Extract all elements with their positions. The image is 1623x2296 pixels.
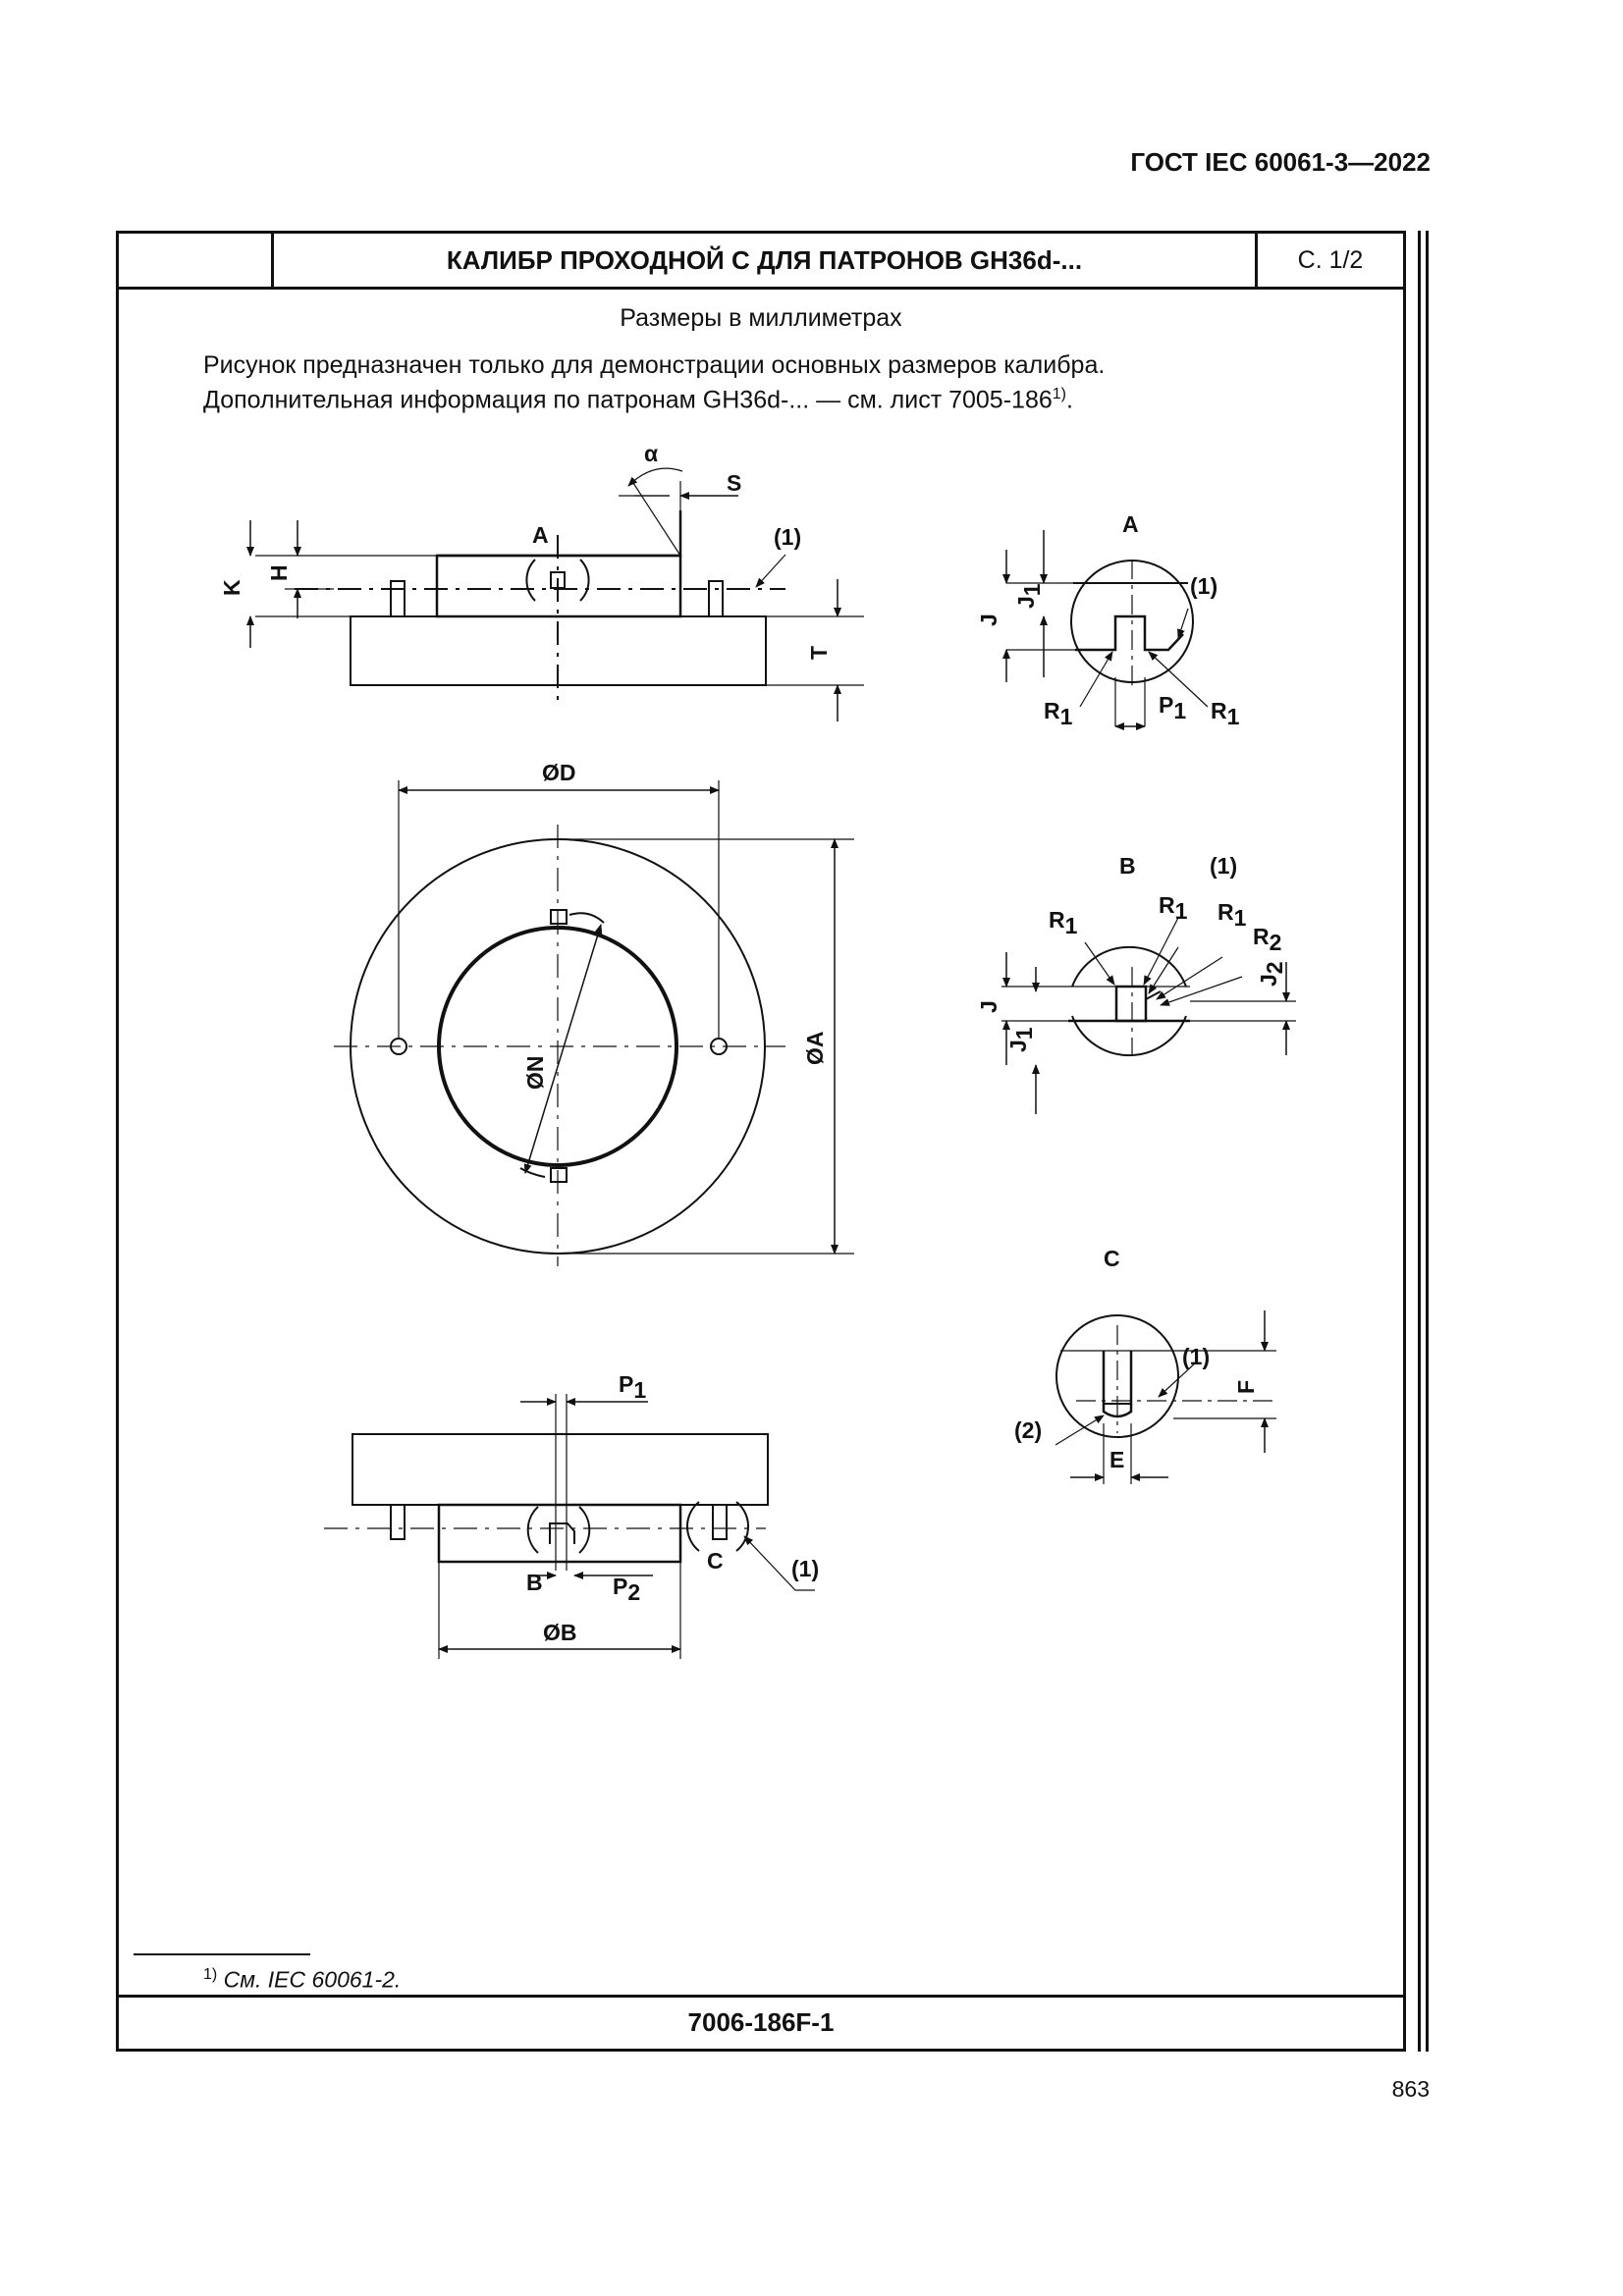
detail-b-callout: (1) bbox=[1210, 853, 1238, 879]
plan-lug-top bbox=[551, 910, 567, 924]
detail-c-callout1: (1) bbox=[1182, 1344, 1211, 1369]
detail-a-j1-sub: 1 bbox=[1019, 583, 1045, 597]
detail-b-j2-letter: J bbox=[1256, 974, 1281, 987]
detail-a-label-p1 bbox=[1159, 692, 1186, 723]
label-h: H bbox=[266, 564, 292, 581]
side-pin-right bbox=[709, 581, 723, 616]
detail-b-circle-left bbox=[528, 1507, 538, 1553]
label-callout-bottom: (1) bbox=[791, 1556, 820, 1581]
intro-line-2-text: Дополнительная информация по патронам GH36d-... — см. лист 7005-186 bbox=[203, 386, 1053, 414]
detail-b-label-j1 bbox=[1005, 1027, 1037, 1052]
callout-leader-1 bbox=[756, 555, 785, 587]
detail-b-r-a-leader bbox=[1085, 942, 1114, 985]
detail-a-label-r-right bbox=[1211, 698, 1240, 729]
bottom-base-plate bbox=[352, 1434, 768, 1505]
footnote-reference: 1) bbox=[1052, 386, 1066, 402]
detail-c-title: C bbox=[1104, 1246, 1120, 1271]
detail-c-label-e: E bbox=[1109, 1447, 1125, 1472]
units-note: Размеры в миллиметрах bbox=[620, 304, 902, 332]
label-alpha: α bbox=[644, 441, 659, 466]
sheet-number: С. 1/2 bbox=[1297, 246, 1364, 274]
detail-c-callout2-leader bbox=[1055, 1415, 1104, 1445]
detail-b-r-c-letter: R bbox=[1217, 899, 1234, 925]
detail-b-j1-sub: 1 bbox=[1011, 1027, 1037, 1041]
detail-b-j2-sub: 2 bbox=[1262, 961, 1287, 975]
plan-lug-arc-bot bbox=[520, 1168, 545, 1177]
detail-a-r-left-letter: R bbox=[1044, 698, 1060, 723]
plan-lug-arc-top bbox=[569, 913, 604, 923]
detail-c bbox=[1055, 1310, 1276, 1484]
detail-c-callout2: (2) bbox=[1014, 1417, 1043, 1443]
detail-a-circle-right bbox=[580, 560, 589, 601]
detail-b-label-j2 bbox=[1256, 961, 1287, 987]
detail-b-label-r2 bbox=[1253, 924, 1281, 955]
sheet-code: 7006-186F-1 bbox=[119, 1995, 1403, 2049]
label-diam-b: ØB bbox=[543, 1620, 577, 1645]
detail-a-profile bbox=[1075, 616, 1183, 650]
detail-b-r-a-letter: R bbox=[1049, 907, 1065, 933]
detail-c-label-f: F bbox=[1233, 1379, 1259, 1394]
dim-n-line bbox=[525, 925, 601, 1173]
detail-b-label-r-c bbox=[1217, 899, 1247, 931]
detail-b-label-r-b bbox=[1159, 892, 1188, 924]
detail-b-r-c-sub: 1 bbox=[1233, 905, 1247, 931]
label-diam-d: ØD bbox=[542, 760, 576, 785]
footnote-mark: 1) bbox=[203, 1966, 218, 1983]
standard-designation: ГОСТ IEC 60061-3—2022 bbox=[1130, 147, 1431, 177]
sheet-title: КАЛИБР ПРОХОДНОЙ С ДЛЯ ПАТРОНОВ GH36d-... bbox=[446, 245, 1083, 275]
detail-c-circle-left bbox=[687, 1502, 699, 1551]
bottom-boss bbox=[439, 1505, 680, 1562]
detail-a-callout: (1) bbox=[1190, 573, 1218, 599]
label-a-detail: A bbox=[532, 522, 549, 548]
label-s: S bbox=[727, 470, 742, 496]
detail-b-arc-top bbox=[1072, 947, 1186, 987]
bottom-pin-left bbox=[391, 1505, 405, 1539]
footnote-text: См. IEC 60061-2. bbox=[223, 1966, 402, 1993]
detail-a-circle-left bbox=[526, 560, 535, 601]
detail-a bbox=[1006, 530, 1208, 726]
detail-b-r-a-sub: 1 bbox=[1064, 913, 1078, 938]
detail-a-title: A bbox=[1122, 511, 1139, 537]
detail-b-slot bbox=[1116, 987, 1146, 1021]
detail-b bbox=[1001, 918, 1296, 1114]
intro-line-1: Рисунок предназначен только для демонстрации основных размеров калибра. bbox=[203, 351, 1106, 379]
detail-b-r-c-leader bbox=[1157, 957, 1222, 999]
detail-a-label-j1 bbox=[1013, 583, 1045, 609]
detail-a-callout-leader bbox=[1178, 609, 1188, 638]
label-callout-1: (1) bbox=[774, 524, 802, 550]
label-t: T bbox=[806, 645, 832, 660]
detail-b-title: B bbox=[1119, 853, 1136, 879]
label-k: K bbox=[219, 579, 244, 596]
detail-a-r-right-letter: R bbox=[1211, 698, 1227, 723]
detail-b-label-r-a bbox=[1049, 907, 1078, 938]
label-bottom-p2-sub: 2 bbox=[627, 1579, 641, 1605]
label-bottom-p1-sub: 1 bbox=[633, 1377, 647, 1403]
plan-lug-bottom bbox=[551, 1168, 567, 1182]
detail-b-r2-letter: R bbox=[1253, 924, 1270, 949]
detail-a-r-right-sub: 1 bbox=[1226, 704, 1240, 729]
detail-b-r2-sub: 2 bbox=[1269, 930, 1282, 955]
bottom-pin-right bbox=[713, 1505, 727, 1539]
label-diam-n: ØN bbox=[522, 1055, 548, 1090]
label-bottom-p2-letter: P bbox=[613, 1574, 628, 1599]
detail-a-r-left-sub: 1 bbox=[1059, 704, 1073, 729]
detail-a-j1-letter: J bbox=[1013, 596, 1039, 609]
detail-a-label-j: J bbox=[976, 614, 1001, 626]
label-bottom-p1-letter: P bbox=[619, 1371, 634, 1397]
label-bottom-b: B bbox=[526, 1570, 543, 1595]
detail-b-r-b-letter: R bbox=[1159, 892, 1175, 918]
label-diam-a: ØA bbox=[802, 1031, 828, 1065]
label-bottom-p2 bbox=[613, 1574, 640, 1605]
detail-a-label-r-left bbox=[1044, 698, 1073, 729]
side-view bbox=[250, 468, 864, 721]
detail-b-circle-right bbox=[579, 1507, 589, 1553]
alpha-ext-line bbox=[633, 483, 680, 556]
detail-a-p1-letter: P bbox=[1159, 692, 1174, 718]
side-pin-left bbox=[391, 581, 405, 616]
bottom-key bbox=[550, 1523, 574, 1544]
label-bottom-p1 bbox=[619, 1371, 646, 1403]
page-number: 863 bbox=[1391, 2076, 1430, 2102]
detail-c-circle-right bbox=[736, 1502, 748, 1551]
detail-b-r-b-sub: 1 bbox=[1174, 898, 1188, 924]
detail-a-p1-sub: 1 bbox=[1173, 698, 1187, 723]
label-c-detail: C bbox=[707, 1548, 724, 1574]
plan-view bbox=[334, 780, 854, 1266]
intro-line-2-end: . bbox=[1065, 386, 1073, 414]
dim-alpha-arc bbox=[628, 468, 682, 486]
detail-b-label-j: J bbox=[976, 1000, 1001, 1013]
detail-b-j1-letter: J bbox=[1005, 1040, 1031, 1052]
